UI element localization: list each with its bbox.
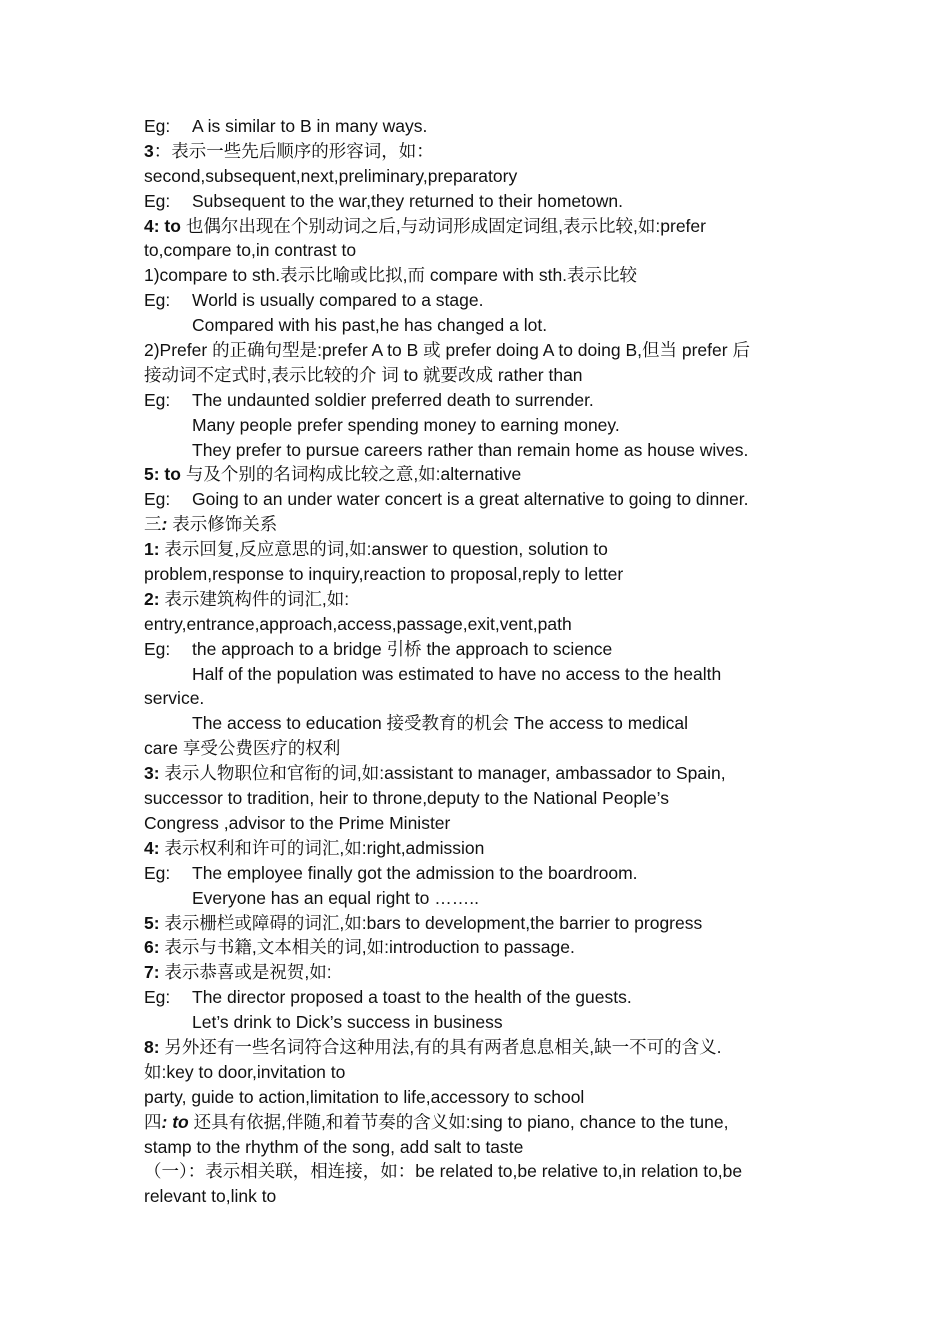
text-line: [144, 238, 814, 263]
line-text: care 享受公费医疗的权利: [144, 738, 341, 759]
item-number: 4:: [144, 837, 160, 858]
text-line: [144, 1184, 814, 1209]
line-text: The undaunted soldier preferred death to surrender.: [192, 389, 594, 410]
line-text: relevant to,link to: [144, 1186, 277, 1207]
text-line: [144, 114, 814, 139]
item-number: 4: to: [144, 215, 181, 236]
text-line: [144, 1110, 814, 1135]
text-line: [144, 686, 814, 711]
line-text: Going to an under water concert is a great alternative to going to dinner.: [192, 489, 749, 510]
line-text: 表示栅栏或障碍的词汇,如:bars to development,the barrier to progress: [159, 912, 703, 933]
text-line: [144, 711, 814, 736]
item-number: 3:: [144, 763, 160, 784]
line-text: Everyone has an equal right to ……..: [192, 887, 479, 908]
line-text: Congress ,advisor to the Prime Minister: [144, 812, 451, 833]
example-label: Eg:: [144, 638, 171, 659]
line-text: The employee finally got the admission to the boardroom.: [192, 862, 638, 883]
text-line: [144, 1010, 814, 1035]
text-line: [144, 1035, 814, 1060]
line-text: ：表示一些先后顺序的形容词，如：: [153, 140, 434, 161]
section-marker: :: [161, 514, 168, 535]
line-text: 如:key to door,invitation to: [144, 1061, 346, 1082]
section-heading: 表示修饰关系: [167, 514, 278, 535]
text-line: [144, 338, 814, 363]
line-text: second,subsequent,next,preliminary,preparatory: [144, 165, 518, 186]
text-line: [144, 537, 814, 562]
item-number: 2:: [144, 588, 160, 609]
text-line: [144, 1085, 814, 1110]
document-body: [144, 114, 814, 1209]
text-line: [144, 562, 814, 587]
section-marker: : to: [161, 1111, 189, 1132]
text-line: [144, 587, 814, 612]
text-line: [144, 388, 814, 413]
item-number: 3: [144, 140, 154, 161]
text-line: [144, 288, 814, 313]
section-numeral: 四: [144, 1111, 162, 1132]
line-text: 接动词不定式时,表示比较的介 词 to 就要改成 rather than: [144, 364, 583, 385]
example-label: Eg:: [144, 190, 171, 211]
example-label: Eg:: [144, 116, 171, 136]
text-line: [144, 512, 814, 537]
text-line: [144, 263, 814, 288]
text-line: [144, 786, 814, 811]
text-line: [144, 662, 814, 687]
line-text: problem,response to inquiry,reaction to proposal,reply to letter: [144, 564, 624, 585]
line-text: Subsequent to the war,they returned to their hometown.: [192, 190, 623, 211]
text-line: [144, 1159, 814, 1184]
item-number: 1:: [144, 539, 160, 560]
text-line: [144, 139, 814, 164]
line-text: Compared with his past,he has changed a lot.: [192, 315, 548, 336]
text-line: [144, 487, 814, 512]
line-text: Half of the population was estimated to have no access to the health: [192, 663, 722, 684]
line-text: 与及个别的名词构成比较之意,如:alternative: [180, 464, 522, 485]
line-text: service.: [144, 688, 205, 709]
line-text: The access to education 接受教育的机会 The access to medical: [192, 713, 689, 734]
text-line: [144, 612, 814, 637]
text-line: [144, 637, 814, 662]
example-label: Eg:: [144, 489, 171, 510]
line-text: （一）：表示相关联，相连接，如：be related to,be relative to,in relation to,be: [144, 1161, 743, 1182]
line-text: 表示建筑构件的词汇,如:: [159, 588, 350, 609]
line-text: 表示与书籍,文本相关的词,如:introduction to passage.: [159, 937, 575, 958]
item-number: 5:: [144, 912, 160, 933]
example-label: Eg:: [144, 987, 171, 1008]
line-text: A is similar to B in many ways.: [192, 116, 428, 136]
line-text: They prefer to pursue careers rather than remain home as house wives.: [192, 439, 749, 460]
section-numeral: 三: [144, 514, 162, 535]
text-line: [144, 911, 814, 936]
text-line: [144, 413, 814, 438]
text-line: [144, 313, 814, 338]
item-number: 7:: [144, 962, 160, 983]
line-text: 表示恭喜或是祝贺,如:: [159, 962, 332, 983]
text-line: [144, 189, 814, 214]
text-line: [144, 462, 814, 487]
line-text: to,compare to,in contrast to: [144, 240, 357, 261]
text-line: [144, 214, 814, 239]
line-text: The director proposed a toast to the health of the guests.: [192, 987, 632, 1008]
text-line: [144, 1060, 814, 1085]
text-line: [144, 861, 814, 886]
text-line: [144, 935, 814, 960]
line-text: 也偶尔出现在个别动词之后,与动词形成固定词组,表示比较,如:prefer: [180, 215, 706, 236]
line-text: 另外还有一些名词符合这种用法,有的具有两者息息相关,缺一不可的含义.: [159, 1036, 722, 1057]
line-text: entry,entrance,approach,access,passage,exit,vent,path: [144, 613, 572, 634]
example-label: Eg:: [144, 862, 171, 883]
line-text: World is usually compared to a stage.: [192, 290, 484, 311]
text-line: [144, 886, 814, 911]
text-line: [144, 811, 814, 836]
line-text: party, guide to action,limitation to life,accessory to school: [144, 1086, 585, 1107]
text-line: [144, 438, 814, 463]
line-text: Let’s drink to Dick’s success in business: [192, 1012, 503, 1033]
line-text: Many people prefer spending money to earning money.: [192, 414, 620, 435]
line-text: stamp to the rhythm of the song, add salt to taste: [144, 1136, 524, 1157]
line-text: successor to tradition, heir to throne,deputy to the National People’s: [144, 788, 669, 809]
line-text: 表示回复,反应意思的词,如:answer to question, solution to: [159, 539, 608, 560]
line-text: 2)Prefer 的正确句型是:prefer A to B 或 prefer doing A to doing B,但当 prefer 后: [144, 340, 750, 361]
example-label: Eg:: [144, 290, 171, 311]
text-line: [144, 761, 814, 786]
example-label: Eg:: [144, 389, 171, 410]
text-line: [144, 985, 814, 1010]
section-heading: 还具有依据,伴随,和着节奏的含义如:sing to piano, chance to the tune,: [188, 1111, 729, 1132]
line-text: the approach to a bridge 引桥 the approach to science: [192, 638, 613, 659]
text-line: [144, 363, 814, 388]
item-number: 6:: [144, 937, 160, 958]
text-line: [144, 1135, 814, 1160]
item-number: 8:: [144, 1036, 160, 1057]
text-line: [144, 836, 814, 861]
line-text: 表示权利和许可的词汇,如:right,admission: [159, 837, 485, 858]
text-line: [144, 736, 814, 761]
text-line: [144, 960, 814, 985]
item-number: 5: to: [144, 464, 181, 485]
line-text: 表示人物职位和官衔的词,如:assistant to manager, ambassador to Spain,: [159, 763, 726, 784]
text-line: [144, 164, 814, 189]
line-text: 1)compare to sth.表示比喻或比拟,而 compare with sth.表示比较: [144, 265, 638, 286]
